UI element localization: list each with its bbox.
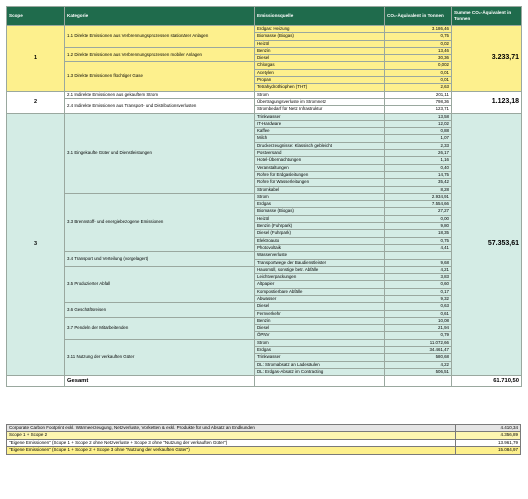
co2-value-cell: 1,07 [385,135,452,142]
co2-value-cell: 3.186,46 [385,26,452,33]
table-row [7,113,522,120]
summary-label: "Eigene Emissionen" (Scope 1 + Scope 2 ohne Netzverluste + Scope 3 ohne "Nutzung der verkauften Güter") [7,439,456,446]
emission-source-cell: Transportwege der Baudienstleister [255,259,385,266]
table-row [7,193,522,200]
co2-value-cell: 2,33 [385,142,452,149]
scope-total-cell: 57.353,61 [452,113,522,376]
total-empty-cell [385,376,452,387]
table-row [7,339,522,346]
summary-row [7,439,521,446]
category-cell: 3.11 Nutzung der verkauften Güter [65,339,255,375]
scope-total-cell: 1.123,18 [452,91,522,113]
co2-value-cell: 123,71 [385,106,452,113]
total-empty-cell [255,376,385,387]
co2-value-cell: 27,27 [385,208,452,215]
co2-value-cell: 7.554,66 [385,201,452,208]
emission-source-cell: Rohre für Wasserleitungen [255,179,385,186]
co2-value-cell: 10,08 [385,317,452,324]
emission-source-cell: Druckerzeugnisse: Klassisch gebleicht [255,142,385,149]
summary-value: 15.084,97 [456,447,521,454]
co2-value-cell: 1,16 [385,157,452,164]
summary-value: 13.961,79 [456,439,521,446]
summary-label: "Eigene Emissionen" (Scope 1 + Scope 2 + Scope 3 ohne "Nutzung der verkauften Güter") [7,447,456,454]
table-row [7,303,522,310]
scope-cell: 3 [7,113,65,376]
emission-source-cell: Propan [255,77,385,84]
emission-source-cell: Diesel [255,325,385,332]
co2-value-cell: 30,36 [385,55,452,62]
table-row [7,252,522,259]
emission-source-cell: Strom [255,91,385,98]
scope-cell: 2 [7,91,65,113]
co2-value-cell: 12,02 [385,120,452,127]
emission-source-cell: Postversand [255,150,385,157]
table-header-row [7,7,522,26]
emissions-table-body [7,26,522,376]
emission-source-cell: Diesel (Fuhrpark) [255,230,385,237]
emission-source-cell: Milch [255,135,385,142]
emission-source-cell: Abwasser [255,295,385,302]
emissions-table [6,6,522,387]
table-row [7,26,522,33]
emission-source-cell: Benzin [255,47,385,54]
category-cell: 3.3 Brennstoff- und energiebezogene Emissionen [65,193,255,251]
header-emissionsquelle: Emissionsquelle [255,7,385,26]
emission-source-cell: Benzin (Fuhrpark) [255,223,385,230]
co2-value-cell: 0,40 [385,164,452,171]
co2-value-cell: 0,75 [385,237,452,244]
category-cell: 3.4 Transport und Verteilung (vorgelagert) [65,252,255,267]
emission-source-cell: Biomasse (Biogas) [255,33,385,40]
co2-value-cell: 0,60 [385,281,452,288]
summary-value: 4.356,89 [456,432,521,439]
table-row [7,317,522,324]
total-row [7,376,522,387]
co2-value-cell: 0,02 [385,40,452,47]
co2-value-cell [385,252,452,259]
category-cell: 3.7 Pendeln der Mitarbeitenden [65,317,255,339]
summary-label: Scope 1 + Scope 2 [7,432,456,439]
header-scope: Scope [7,7,65,26]
category-cell: 1.3 Direkte Emissionen flüchtiger Gase [65,62,255,91]
header-kategorie: Kategorie [65,7,255,26]
co2-value-cell: 201,11 [385,91,452,98]
emission-source-cell: Biomasse (Biogas) [255,208,385,215]
co2-value-cell: 9,68 [385,259,452,266]
category-cell: 3.1 Eingekaufte Güter und Dienstleistungen [65,113,255,193]
emission-source-cell: Strom [255,339,385,346]
co2-value-cell: 506,51 [385,368,452,375]
summary-table-body [7,425,521,455]
scope-total-cell: 3.233,71 [452,26,522,92]
co2-value-cell: 21,94 [385,325,452,332]
co2-value-cell: 580,68 [385,354,452,361]
table-row [7,91,522,98]
category-cell: 3.6 Geschäftsreisen [65,303,255,318]
emission-source-cell: Wasserverluste [255,252,385,259]
emission-source-cell: Acetylen [255,69,385,76]
total-empty-cell [7,376,65,387]
category-cell: 1.1 Direkte Emissionen aus Verbrennungsprozessen stationärer Anlagen [65,26,255,48]
emission-source-cell: Trinkwasser [255,354,385,361]
emission-source-cell: Fernverkehr [255,310,385,317]
category-cell: 3.5 Produzierter Abfall [65,266,255,302]
emission-source-cell: Übertragungsverluste im Stromnetz [255,98,385,105]
emission-source-cell: Stromkabel [255,186,385,193]
emission-source-cell: Erdgas [255,201,385,208]
summary-row [7,425,521,432]
emission-source-cell: IT-Hardware [255,120,385,127]
co2-value-cell: 0,61 [385,310,452,317]
co2-value-cell: 14,75 [385,171,452,178]
co2-value-cell: 2.934,91 [385,193,452,200]
co2-value-cell: 0,01 [385,77,452,84]
co2-value-cell: 0,17 [385,288,452,295]
co2-value-cell: 26,17 [385,150,452,157]
co2-value-cell: 0,79 [385,332,452,339]
category-cell: 2.4 Indirekte Emissionen aus Transport- und Distributionsverlusten [65,98,255,113]
emission-source-cell: DL: Stromabsatz an Ladesäulen [255,361,385,368]
emission-source-cell: ÖPNV [255,332,385,339]
emission-source-cell: Strombedarf für Netz Infrastruktur [255,106,385,113]
co2-value-cell: 34.461,47 [385,347,452,354]
table-row [7,266,522,273]
emission-source-cell: Strom [255,193,385,200]
co2-value-cell: 4,22 [385,361,452,368]
co2-value-cell: 0,00 [385,215,452,222]
table-row [7,62,522,69]
emission-source-cell: Hotel-Übernachtungen [255,157,385,164]
summary-row [7,447,521,454]
co2-value-cell: 0,01 [385,69,452,76]
co2-value-cell: 8,28 [385,186,452,193]
co2-value-cell: 13,46 [385,47,452,54]
co2-value-cell: 13,58 [385,113,452,120]
total-value: 61.710,50 [452,376,522,387]
co2-value-cell: 4,41 [385,244,452,251]
co2-value-cell: 0,75 [385,33,452,40]
emission-source-cell: Veranstaltungen [255,164,385,171]
table-row [7,47,522,54]
table-row [7,98,522,105]
header-co2: CO₂-Äquivalent in Tonnen [385,7,452,26]
scope-cell: 1 [7,26,65,92]
summary-value: 4.410,34 [456,425,521,432]
co2-value-cell: 9,80 [385,223,452,230]
category-cell: 2.1 Indirekte Emissionen aus gekauftem Strom [65,91,255,98]
emission-source-cell: Erdgas [255,347,385,354]
emission-source-cell: Rohre für Erdgasleitungen [255,171,385,178]
emission-source-cell: Kaffee [255,128,385,135]
emission-source-cell: Hausmüll, sonstige betr. Abfälle [255,266,385,273]
emission-source-cell: Trinkwasser [255,113,385,120]
category-cell: 1.2 Direkte Emissionen aus Verbrennungsprozessen mobiler Anlagen [65,47,255,62]
co2-value-cell: 35,42 [385,179,452,186]
summary-label: Corporate Carbon Footprint exkl. Wärmeerzeugung, Netzverluste, Vorketten & exkl. Produkte für und Absatz an Endkunden [7,425,456,432]
emission-source-cell: Erdgas: Heizung [255,26,385,33]
co2-value-cell: 0,63 [385,303,452,310]
emission-source-cell: Chlorgas [255,62,385,69]
co2-value-cell: 18,35 [385,230,452,237]
co2-value-cell: 0,88 [385,128,452,135]
co2-value-cell: 0,002 [385,62,452,69]
co2-value-cell: 4,21 [385,266,452,273]
total-label: Gesamt [65,376,255,387]
emission-source-cell: Diesel [255,303,385,310]
summary-row [7,432,521,439]
co2-value-cell: 3,83 [385,274,452,281]
emission-source-cell: Altpapier [255,281,385,288]
emission-source-cell: Photovoltaik [255,244,385,251]
emission-source-cell: Benzin [255,317,385,324]
emissions-table-container [6,6,521,387]
emission-source-cell: DL: Erdgas-Absatz im Contracting [255,368,385,375]
header-summe: Summe CO₂-Äquivalent in Tonnen [452,7,522,26]
emission-source-cell: Leichtverpackungen [255,274,385,281]
emission-source-cell: Tetrahydrothiophen (THT) [255,84,385,91]
emission-source-cell: Heizöl [255,40,385,47]
co2-value-cell: 9,32 [385,295,452,302]
emission-source-cell: Diesel [255,55,385,62]
co2-value-cell: 798,36 [385,98,452,105]
emission-source-cell: Kompostierbare Abfälle [255,288,385,295]
emission-source-cell: Heizöl [255,215,385,222]
co2-value-cell: 11.072,66 [385,339,452,346]
emission-source-cell: Elektroauto [255,237,385,244]
co2-value-cell: 2,63 [385,84,452,91]
summary-table [6,424,521,455]
